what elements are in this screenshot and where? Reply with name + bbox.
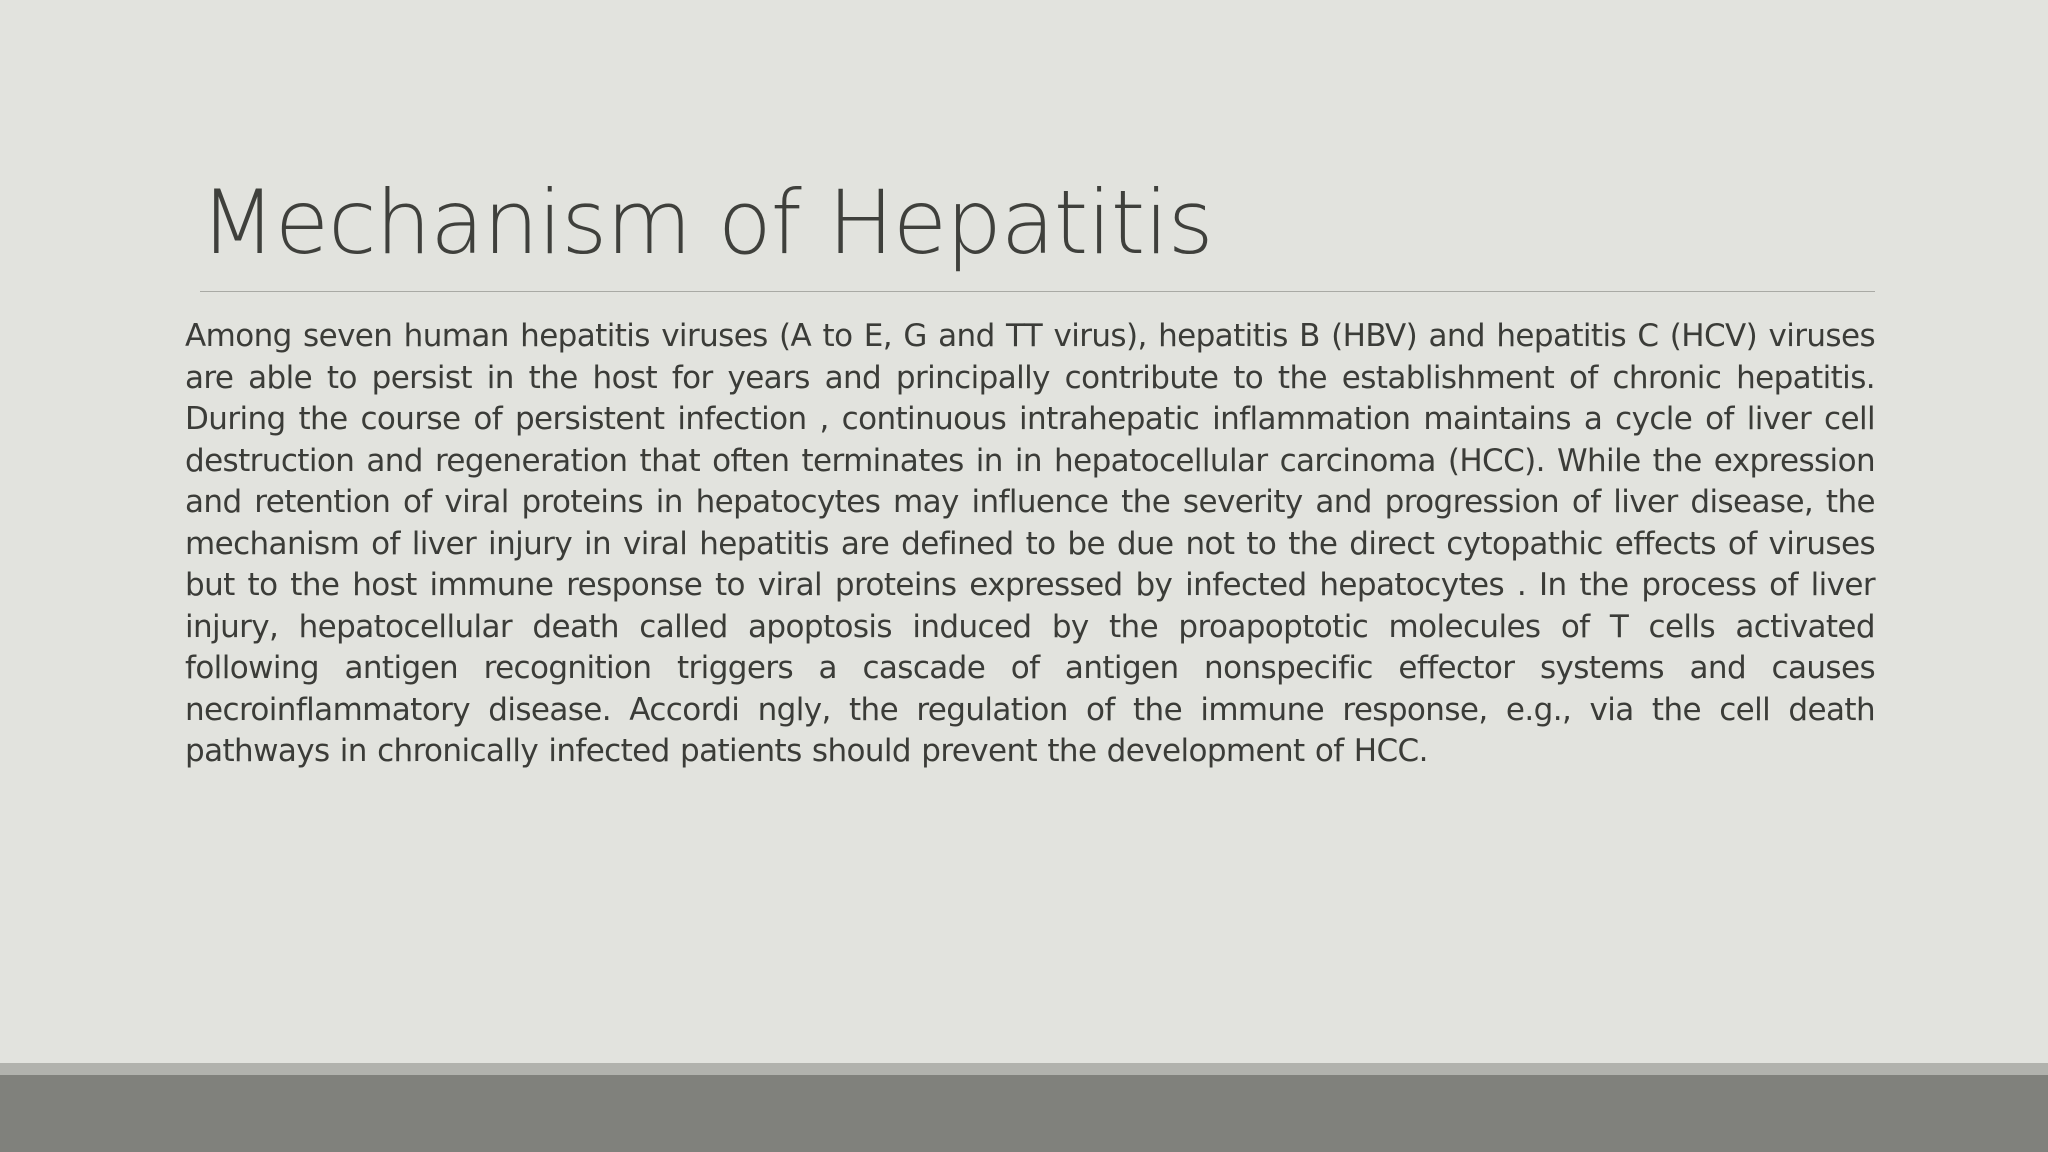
footer-accent-bar: [0, 1063, 2048, 1075]
title-divider: [200, 291, 1875, 292]
slide-body-text: Among seven human hepatitis viruses (A to E, G and TT virus), hepatitis B (HBV) and hepatitis C (HCV) viruses are able to persist in the host for years and principally contribute to the establishment of chronic hepatitis. During the course of persistent infection , continuous intrahepatic inflammation maintains a cycle of liver cell destruction and regeneration that often terminates in in hepatocellular carcinoma (HCC). While the expression and retention of viral proteins in hepatocytes may influence the severity and progression of liver disease, the mechanism of liver injury in viral hepatitis are defined to be due not to the direct cytopathic effects of viruses but to the host immune response to viral proteins expressed by infected hepatocytes . In the process of liver injury, hepatocellular death called apoptosis induced by the proapoptotic molecules of T cells activated following antigen recognition triggers a cascade of antigen nonspecific effector systems and causes necroinflammatory disease. Accordi ngly, the regulation of the immune response, e.g., via the cell death pathways in chronically infected patients should prevent the development of HCC.: [185, 318, 1875, 769]
footer-bar: [0, 1075, 2048, 1152]
slide-title: Mechanism of Hepatitis: [200, 171, 1213, 274]
